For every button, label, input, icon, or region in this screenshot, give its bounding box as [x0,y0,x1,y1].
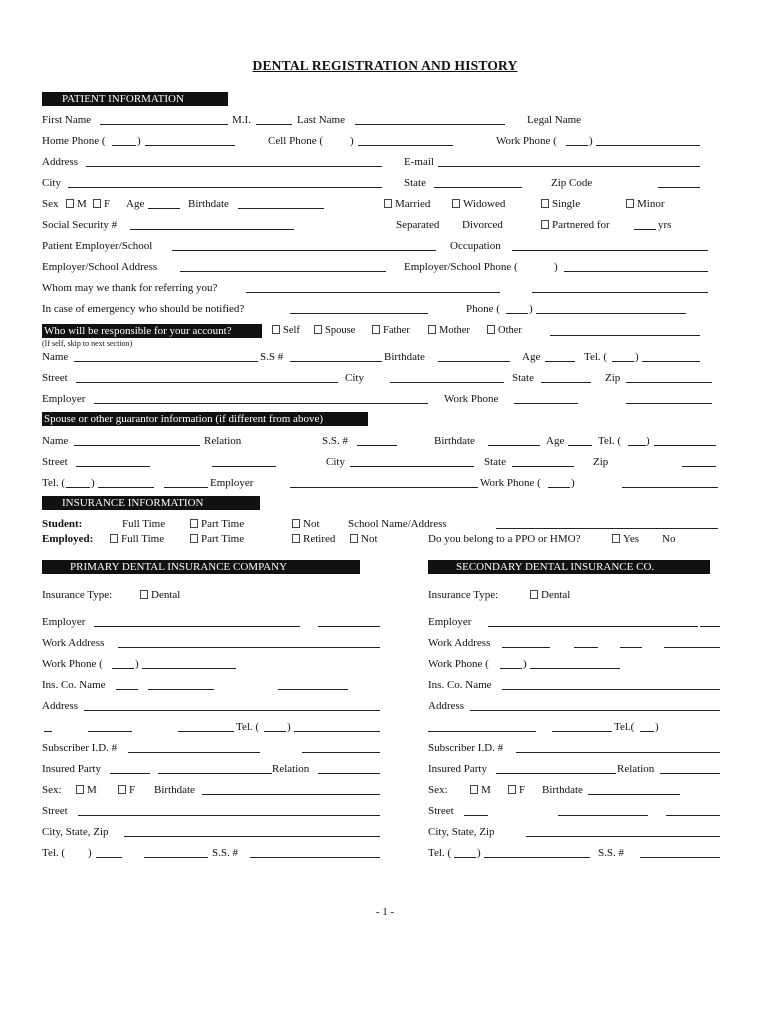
responsible-city-label: City [345,372,364,384]
birthdate-field[interactable] [238,197,324,209]
first-name-field[interactable] [100,113,228,125]
spouse-birthdate-label: Birthdate [434,435,475,447]
zip-code-field[interactable] [658,176,700,188]
married-checkbox[interactable] [384,199,392,208]
sex-label: Sex [42,198,59,210]
ppo-hmo-question: Do you belong to a PPO or HMO? [428,533,581,545]
responsible-work-phone-label: Work Phone [444,393,499,405]
responsible-birthdate-label: Birthdate [384,351,425,363]
secondary-address-label: Address [428,700,465,712]
ppo-yes-option[interactable]: Yes [612,532,639,546]
secondary-relation-label: Relation [617,763,655,775]
email-label: E-mail [404,156,434,168]
responsible-name-field[interactable] [74,350,258,362]
secondary-employer-label: Employer [428,616,472,628]
ppo-yes-checkbox[interactable] [612,534,620,543]
employed-not-checkbox[interactable] [350,534,358,543]
referral-field-2[interactable] [532,281,708,293]
secondary-work-address-field[interactable] [502,636,550,648]
birthdate-label: Birthdate [188,198,229,210]
employed-retired-option[interactable]: Retired [292,532,335,546]
responsible-city-field[interactable] [390,371,504,383]
secondary-work-phone-label: Work Phone ( [428,658,489,670]
responsible-work-phone-field-2[interactable] [626,392,712,404]
age-field[interactable] [148,197,180,209]
secondary-street-field-2[interactable] [558,804,648,816]
patient-information-header: PATIENT INFORMATION [42,92,228,106]
ppo-no-option[interactable]: No [662,533,676,545]
spouse-guarantor-header: Spouse or other guarantor information (if different from above) [42,412,368,426]
primary-work-address-label: Work Address [42,637,105,649]
responsible-ssn-label: S.S # [260,351,284,363]
primary-birthdate-label: Birthdate [154,784,195,796]
employed-part-time-checkbox[interactable] [190,534,198,543]
student-part-time-checkbox[interactable] [190,519,198,528]
responsible-tel-field[interactable] [642,350,700,362]
secondary-insured-field[interactable] [496,762,616,774]
spouse-work-phone-area-field[interactable] [548,476,570,488]
spouse-employer-pre-field[interactable] [164,476,208,488]
responsible-spouse-checkbox[interactable] [314,325,322,334]
responsible-birthdate-field[interactable] [438,350,510,362]
primary-ins-co-label: Ins. Co. Name [42,679,106,691]
primary-relation-label: Relation [272,763,310,775]
employed-not-option[interactable]: Not [350,532,378,546]
secondary-ins-co-label: Ins. Co. Name [428,679,492,691]
page-number: - 1 - [375,906,395,918]
responsible-zip-label: Zip [605,372,621,384]
sex-f-checkbox[interactable] [93,199,101,208]
emergency-phone-field[interactable] [536,302,686,314]
secondary-tel-label: Tel.( [614,721,635,733]
primary-subscriber-label: Subscriber I.D. # [42,742,118,754]
age-label: Age [126,198,145,210]
first-name-label: First Name [42,114,92,126]
sex-m-option[interactable]: M [66,197,87,211]
employed-full-time-option[interactable]: Full Time [110,532,164,546]
employer-phone-label: Employer/School Phone ( [404,261,518,273]
employed-part-time-option[interactable]: Part Time [190,532,244,546]
secondary-work-address-field-3[interactable] [620,636,642,648]
spouse-zip-label: Zip [593,456,609,468]
secondary-tel-area-field[interactable] [640,720,654,732]
last-name-field[interactable] [355,113,505,125]
mi-field[interactable] [256,113,292,125]
responsible-spouse-option[interactable]: Spouse [314,324,355,338]
primary-address-label: Address [42,700,79,712]
responsible-other-field[interactable] [550,324,700,336]
yrs-label: yrs [658,219,672,231]
secondary-employer-field[interactable] [488,615,698,627]
spouse-tel-field[interactable] [654,434,716,446]
primary-city-state-zip-label: City, State, Zip [42,826,109,838]
secondary-dental-option[interactable]: Dental [530,588,570,602]
primary-dental-option[interactable]: Dental [140,588,180,602]
spouse-city-field[interactable] [350,455,474,467]
responsible-employer-label: Employer [42,393,86,405]
spouse-name-label: Name [42,435,69,447]
school-name-label: School Name/Address [348,518,447,530]
referral-field[interactable] [246,281,500,293]
address-label: Address [42,156,79,168]
secondary-subscriber-field[interactable] [516,741,720,753]
responsible-age-field[interactable] [545,350,575,362]
responsible-father-option[interactable]: Father [372,324,410,338]
employed-retired-checkbox[interactable] [292,534,300,543]
spouse-employer-label: Employer [210,477,254,489]
secondary-work-address-field-2[interactable] [574,636,598,648]
minor-option[interactable]: Minor [626,197,665,211]
secondary-insurance-type-label: Insurance Type: [428,589,499,601]
email-field[interactable] [438,155,700,167]
spouse-tel-label: Tel. ( [598,435,622,447]
widowed-option[interactable]: Widowed [452,197,505,211]
primary-employer-label: Employer [42,616,86,628]
student-full-time-option[interactable]: Full Time [122,518,166,530]
secondary-address-line2-field-2[interactable] [552,720,612,732]
spouse-relation-label: Relation [204,435,242,447]
single-checkbox[interactable] [541,199,549,208]
cell-phone-label: Cell Phone ( [268,135,323,147]
secondary-city-state-zip-field[interactable] [526,825,720,837]
separated-option[interactable]: Separated [396,219,440,231]
work-phone-field[interactable] [596,134,700,146]
work-phone-area-field[interactable] [566,134,588,146]
employer-address-field[interactable] [180,260,386,272]
ssn-field[interactable] [130,218,294,230]
partnered-option[interactable]: Partnered for [541,218,610,232]
primary-insured-label: Insured Party [42,763,101,775]
secondary-work-address-label: Work Address [428,637,491,649]
responsible-other-option[interactable]: Other [487,324,522,338]
home-phone-area-field[interactable] [112,134,136,146]
widowed-checkbox[interactable] [452,199,460,208]
responsible-street-label: Street [42,372,68,384]
spouse-zip-field[interactable] [682,455,716,467]
spouse-tel-area-field[interactable] [628,434,646,446]
primary-tel2-label: Tel. ( [42,847,66,859]
secondary-insurance-header: SECONDARY DENTAL INSURANCE CO. [428,560,710,574]
secondary-work-address-field-4[interactable] [664,636,720,648]
student-label: Student: [42,518,83,530]
employed-full-time-checkbox[interactable] [110,534,118,543]
responsible-age-label: Age [522,351,541,363]
employer-address-label: Employer/School Address [42,261,158,273]
divorced-option[interactable]: Divorced [462,219,503,231]
home-phone-field[interactable] [145,134,235,146]
spouse-tel2-label: Tel. ( [42,477,66,489]
secondary-tel2-label: Tel. ( [428,847,452,859]
secondary-insured-label: Insured Party [428,763,487,775]
mi-label: M.I. [232,114,251,126]
secondary-sex-f-option[interactable]: F [508,783,525,797]
secondary-sex-m-checkbox[interactable] [470,785,478,794]
secondary-tel2-area-field[interactable] [454,846,476,858]
emergency-contact-field[interactable] [290,302,428,314]
responsible-mother-checkbox[interactable] [428,325,436,334]
primary-ssn-label: S.S. # [212,847,238,859]
responsible-note: (If self, skip to next section) [42,339,133,348]
secondary-address-line2-field[interactable] [428,720,536,732]
secondary-sex-m-option[interactable]: M [470,783,491,797]
responsible-party-header: Who will be responsible for your account? [42,324,262,338]
spouse-state-label: State [484,456,506,468]
secondary-birthdate-field[interactable] [588,783,680,795]
single-option[interactable]: Single [541,197,580,211]
patient-employer-field[interactable] [172,239,436,251]
cell-phone-field[interactable] [358,134,453,146]
responsible-mother-option[interactable]: Mother [428,324,470,338]
spouse-age-label: Age [546,435,565,447]
referral-label: Whom may we thank for referring you? [42,282,218,294]
spouse-tel2-field[interactable] [98,476,154,488]
student-part-time-option[interactable]: Part Time [190,517,244,531]
responsible-state-field[interactable] [541,371,591,383]
primary-sex-f-option[interactable]: F [118,783,135,797]
primary-insurance-type-label: Insurance Type: [42,589,113,601]
address-field[interactable] [86,155,382,167]
responsible-self-checkbox[interactable] [272,325,280,334]
responsible-zip-field[interactable] [626,371,712,383]
responsible-tel-label: Tel. ( [584,351,608,363]
secondary-sex-label: Sex: [428,784,448,796]
secondary-address-field[interactable] [470,699,720,711]
secondary-city-state-zip-label: City, State, Zip [428,826,495,838]
home-phone-label: Home Phone ( [42,135,106,147]
secondary-dental-checkbox[interactable] [530,590,538,599]
responsible-father-checkbox[interactable] [372,325,380,334]
spouse-street-field-2[interactable] [212,455,276,467]
emergency-phone-area-field[interactable] [506,302,528,314]
spouse-street-field[interactable] [76,455,150,467]
spouse-work-phone-field[interactable] [622,476,718,488]
responsible-name-label: Name [42,351,69,363]
spouse-street-label: Street [42,456,68,468]
sex-m-checkbox[interactable] [66,199,74,208]
spouse-tel2-area-field[interactable] [66,476,90,488]
last-name-label: Last Name [297,114,345,126]
spouse-ssn-field[interactable] [357,434,397,446]
city-field[interactable] [68,176,382,188]
insurance-information-header: INSURANCE INFORMATION [42,496,260,510]
secondary-ssn-field[interactable] [640,846,720,858]
primary-work-phone-label: Work Phone ( [42,658,103,670]
secondary-street-field[interactable] [464,804,488,816]
secondary-tel2-field[interactable] [484,846,590,858]
spouse-ssn-label: S.S. # [322,435,348,447]
partnered-years-field[interactable] [634,218,656,230]
secondary-subscriber-label: Subscriber I.D. # [428,742,504,754]
responsible-self-option[interactable]: Self [272,324,300,338]
student-not-checkbox[interactable] [292,519,300,528]
spouse-city-label: City [326,456,345,468]
secondary-ins-co-field[interactable] [502,678,720,690]
emergency-phone-label: Phone ( [466,303,500,315]
registration-form-page: DENTAL REGISTRATION AND HISTORY PATIENT INFORMATION First Name M.I. Last Name Legal Name Home Phone ( ) Cell Phone ( ) Work Phone ( ) Address E-mail City State Zip Code Sex M F Age Birthdate Married Widowed Single Minor Social Security # Separated Divorced Partnered for yrs Patient Employer/School Occupation Employer/School Address Employer/School Phone ( ) Whom may we thank for referring you? In case of emergency who should be notified? Phone ( ) Who will be responsible for your account? Self Spouse Father Mother Other (If self, skip to next section) Name S.S # Birthdate Age Tel. ( ) Street City State Zip Employer Work Phone Spouse or other guarantor information (if different from above) Name Relation S.S. # Birthdate Age Tel. ( ) Street City State Zip Tel. ( ) Employer Work Phone ( ) INSURANCE INFORMATION Student: Full Time Part Time Not School Name/Address Employed: Full Time Part Time Retired Not Do you belong to a PPO or HMO? Yes No PRIMARY DENTAL INSURANCE COMPANY SECONDARY DENTAL INSURANCE CO. Insurance Type: Dental Employer Work Address Work Phone ( ) Ins. Co. Name Address Tel. ( ) Subscriber I.D. # Insured Party Relation Sex: M F Birthdate Street City, State, Zip Tel. ( ) S.S. # Insurance Type: Dental Employer Work Address Work Phone ( ) Ins. Co. Name Address Tel.( ) Subscriber I.D. # Insured Party Relation Sex: M F Birthdate Street City, State, Zip Tel. ( ) S.S. # - 1 - [0,0,770,1024]
spouse-state-field[interactable] [512,455,574,467]
responsible-ssn-field[interactable] [290,350,382,362]
secondary-street-field-3[interactable] [666,804,720,816]
responsible-state-label: State [512,372,534,384]
emergency-contact-label: In case of emergency who should be notified? [42,303,245,315]
spouse-employer-field[interactable] [290,476,478,488]
secondary-work-phone-field[interactable] [530,657,620,669]
spouse-name-field[interactable] [74,434,200,446]
state-label: State [404,177,426,189]
employed-label: Employed: [42,533,94,545]
secondary-sex-f-checkbox[interactable] [508,785,516,794]
partnered-checkbox[interactable] [541,220,549,229]
primary-sex-m-option[interactable]: M [76,783,97,797]
occupation-field[interactable] [512,239,708,251]
responsible-street-field[interactable] [76,371,338,383]
patient-employer-label: Patient Employer/School [42,240,153,252]
sex-f-option[interactable]: F [93,197,110,211]
legal-name-label: Legal Name [527,114,582,126]
work-phone-label: Work Phone ( [496,135,557,147]
secondary-ssn-label: S.S. # [598,847,624,859]
spouse-birthdate-field[interactable] [488,434,540,446]
city-label: City [42,177,61,189]
responsible-work-phone-field[interactable] [514,392,578,404]
responsible-tel-area-field[interactable] [612,350,634,362]
secondary-birthdate-label: Birthdate [542,784,583,796]
primary-insurance-header: PRIMARY DENTAL INSURANCE COMPANY [42,560,360,574]
responsible-other-checkbox[interactable] [487,325,495,334]
occupation-label: Occupation [450,240,501,252]
form-title: DENTAL REGISTRATION AND HISTORY [252,58,518,73]
student-not-option[interactable]: Not [292,517,320,531]
spouse-age-field[interactable] [568,434,592,446]
secondary-relation-field[interactable] [660,762,720,774]
secondary-work-phone-area-field[interactable] [500,657,522,669]
zip-code-label: Zip Code [551,177,593,189]
primary-tel-label: Tel. ( [236,721,260,733]
ssn-label: Social Security # [42,219,118,231]
spouse-work-phone-label: Work Phone ( [480,477,541,489]
primary-street-label: Street [42,805,68,817]
responsible-employer-field[interactable] [94,392,428,404]
school-name-field[interactable] [496,517,718,529]
married-option[interactable]: Married [384,197,430,211]
state-field[interactable] [434,176,522,188]
secondary-employer-field-2[interactable] [700,615,720,627]
primary-sex-label: Sex: [42,784,62,796]
employer-phone-field[interactable] [564,260,708,272]
minor-checkbox[interactable] [626,199,634,208]
secondary-street-label: Street [428,805,454,817]
